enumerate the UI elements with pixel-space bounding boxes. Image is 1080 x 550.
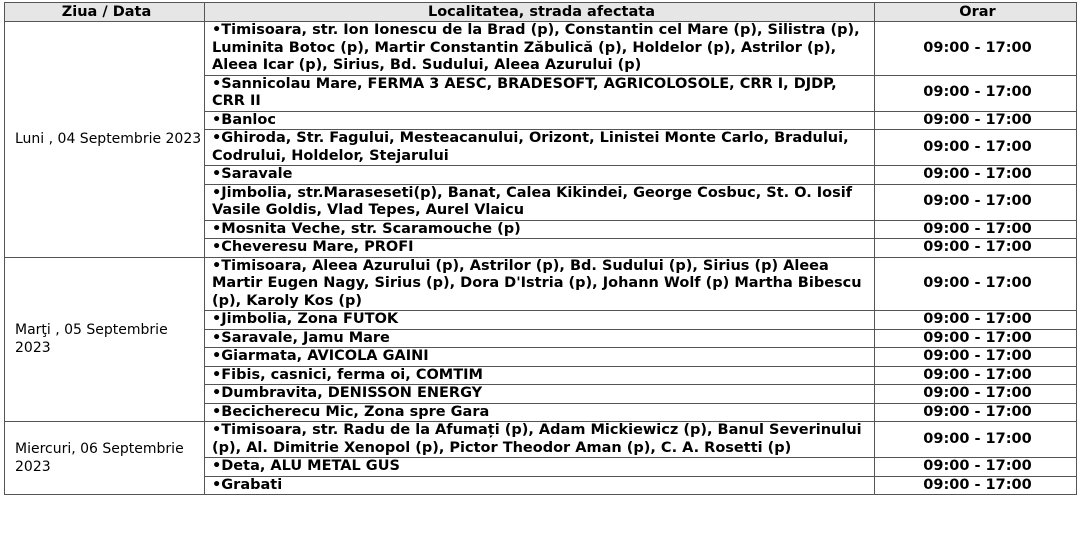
table-row	[5, 257, 1077, 311]
location-cell: •Saravale	[205, 166, 875, 185]
table-row	[5, 22, 1077, 76]
time-cell: 09:00 - 17:00	[875, 22, 1077, 76]
header-day: Ziua / Data	[5, 3, 205, 22]
time-cell: 09:00 - 17:00	[875, 311, 1077, 330]
time-cell: 09:00 - 17:00	[875, 166, 1077, 185]
time-cell: 09:00 - 17:00	[875, 366, 1077, 385]
location-cell: •Timisoara, str. Radu de la Afumați (p), Adam Mickiewicz (p), Banul Severinului (p), Al. Dimitrie Xenopol (p), Pictor Theodor Aman (p), C. A. Rosetti (p)	[205, 422, 875, 458]
time-cell: 09:00 - 17:00	[875, 111, 1077, 130]
time-cell: 09:00 - 17:00	[875, 385, 1077, 404]
day-date-cell: Marţi , 05 Septembrie 2023	[5, 257, 205, 422]
header-location: Localitatea, strada afectata	[205, 3, 875, 22]
location-cell: •Fibis, casnici, ferma oi, COMTIM	[205, 366, 875, 385]
schedule-body	[5, 22, 1077, 495]
time-cell: 09:00 - 17:00	[875, 75, 1077, 111]
location-cell: •Grabati	[205, 476, 875, 495]
location-cell: •Ghiroda, Str. Fagului, Mesteacanului, Orizont, Linistei Monte Carlo, Bradului, Codrului, Holdelor, Stejarului	[205, 130, 875, 166]
time-cell: 09:00 - 17:00	[875, 257, 1077, 311]
day-date-cell: Luni , 04 Septembrie 2023	[5, 22, 205, 258]
table-row	[5, 422, 1077, 458]
time-cell: 09:00 - 17:00	[875, 403, 1077, 422]
location-cell: •Jimbolia, str.Maraseseti(p), Banat, Calea Kikindei, George Cosbuc, St. O. Iosif Vasile Goldis, Vlad Tepes, Aurel Vlaicu	[205, 184, 875, 220]
location-cell: •Dumbravita, DENISSON ENERGY	[205, 385, 875, 404]
location-cell: •Timisoara, str. Ion Ionescu de la Brad (p), Constantin cel Mare (p), Silistra (p), Luminita Botoc (p), Martir Constantin Zăbulică (p), Holdelor (p), Astrilor (p), Aleea Icar (p), Sirius, Bd. Sudului, Aleea Azurului (p)	[205, 22, 875, 76]
location-cell: •Deta, ALU METAL GUS	[205, 458, 875, 477]
time-cell: 09:00 - 17:00	[875, 184, 1077, 220]
location-cell: •Cheveresu Mare, PROFI	[205, 239, 875, 258]
time-cell: 09:00 - 17:00	[875, 130, 1077, 166]
location-cell: •Jimbolia, Zona FUTOK	[205, 311, 875, 330]
time-cell: 09:00 - 17:00	[875, 476, 1077, 495]
time-cell: 09:00 - 17:00	[875, 220, 1077, 239]
time-cell: 09:00 - 17:00	[875, 239, 1077, 258]
header-row	[5, 3, 1077, 22]
time-cell: 09:00 - 17:00	[875, 348, 1077, 367]
header-time: Orar	[875, 3, 1077, 22]
location-cell: •Becicherecu Mic, Zona spre Gara	[205, 403, 875, 422]
location-cell: •Saravale, Jamu Mare	[205, 329, 875, 348]
location-cell: •Timisoara, Aleea Azurului (p), Astrilor (p), Bd. Sudului (p), Sirius (p) Aleea Martir Eugen Nagy, Sirius (p), Dora D'Istria (p), Johann Wolf (p) Martha Bibescu (p), Karoly Kos (p)	[205, 257, 875, 311]
location-cell: •Sannicolau Mare, FERMA 3 AESC, BRADESOFT, AGRICOLOSOLE, CRR I, DJDP, CRR II	[205, 75, 875, 111]
outage-schedule-table	[4, 2, 1077, 495]
time-cell: 09:00 - 17:00	[875, 458, 1077, 477]
location-cell: •Mosnita Veche, str. Scaramouche (p)	[205, 220, 875, 239]
location-cell: •Banloc	[205, 111, 875, 130]
time-cell: 09:00 - 17:00	[875, 422, 1077, 458]
time-cell: 09:00 - 17:00	[875, 329, 1077, 348]
location-cell: •Giarmata, AVICOLA GAINI	[205, 348, 875, 367]
day-date-cell: Miercuri, 06 Septembrie 2023	[5, 422, 205, 495]
